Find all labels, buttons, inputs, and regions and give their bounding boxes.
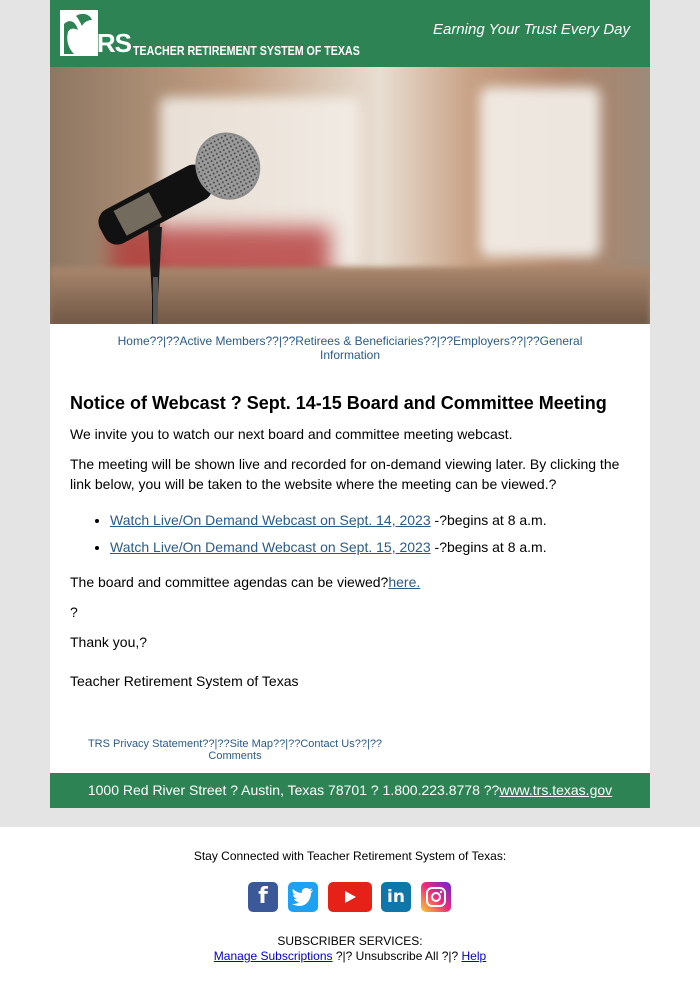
agenda-link[interactable]: here. xyxy=(388,574,421,590)
subscriber-services-title: SUBSCRIBER SERVICES: xyxy=(277,934,423,948)
webcast-time: -?begins at 8 a.m. xyxy=(430,512,547,528)
stay-connected-text: Stay Connected with Teacher Retirement System of Texas: xyxy=(193,849,507,863)
email-card xyxy=(50,0,650,808)
nav-links[interactable] xyxy=(50,334,650,362)
spacer-text: ? xyxy=(70,604,78,620)
logo-subtitle: TEACHER RETIREMENT SYSTEM OF TEXAS xyxy=(133,43,360,58)
nav-text[interactable]: Home??|??Active Members??|??Retirees & Beneficiaries??|??Employers??|??General Information xyxy=(117,334,583,362)
facebook-icon[interactable]: f xyxy=(248,882,278,912)
page-title: Notice of Webcast ? Sept. 14-15 Board and Committee Meeting xyxy=(70,393,607,413)
webcast-link-sept-14[interactable]: Watch Live/On Demand Webcast on Sept. 14, 2023 xyxy=(110,512,431,528)
webcast-list xyxy=(70,510,630,557)
footer-links[interactable]: TRS Privacy Statement??|??Site Map??|??Contact Us??|?? Comments xyxy=(87,738,383,762)
linkedin-icon[interactable]: in xyxy=(381,882,411,912)
twitter-icon[interactable] xyxy=(288,882,318,912)
main-content xyxy=(70,392,630,691)
unsubscribe-text[interactable]: ?|? Unsubscribe All ?|? xyxy=(332,949,462,963)
tagline: Earning Your Trust Every Day xyxy=(432,21,630,38)
instagram-icon[interactable] xyxy=(421,882,451,912)
signature-text: Teacher Retirement System of Texas xyxy=(70,673,299,689)
footer-address-bar xyxy=(50,773,650,808)
youtube-icon[interactable] xyxy=(328,882,372,912)
subscriber-links xyxy=(0,949,700,963)
microphone-icon xyxy=(50,67,650,324)
hero-image xyxy=(50,67,650,324)
webcast-link-sept-15[interactable]: Watch Live/On Demand Webcast on Sept. 15, 2023 xyxy=(110,539,431,555)
list-item xyxy=(110,510,630,530)
help-link[interactable]: Help xyxy=(461,949,487,963)
webcast-time: -?begins at 8 a.m. xyxy=(430,539,547,555)
manage-subscriptions-link[interactable]: Manage Subscriptions xyxy=(213,949,333,963)
agenda-text xyxy=(70,572,630,592)
footer-address: 1000 Red River Street ? Austin, Texas 78701 ? 1.800.223.8778 ?? xyxy=(87,782,500,798)
body-paragraph: The meeting will be shown live and recorded for on-demand viewing later. By clicking the link below, you will be taken to the website where the meeting can be viewed.? xyxy=(70,456,620,492)
website-link[interactable]: www.trs.texas.gov xyxy=(499,782,613,798)
agenda-label: The board and committee agendas can be viewed? xyxy=(70,574,389,590)
logo-text: TRS xyxy=(82,28,131,58)
intro-text: We invite you to watch our next board and committee meeting webcast. xyxy=(70,426,513,442)
social-icons xyxy=(248,882,458,914)
header-bar xyxy=(50,0,650,67)
list-item xyxy=(110,537,630,557)
thanks-text: Thank you,? xyxy=(70,634,148,650)
